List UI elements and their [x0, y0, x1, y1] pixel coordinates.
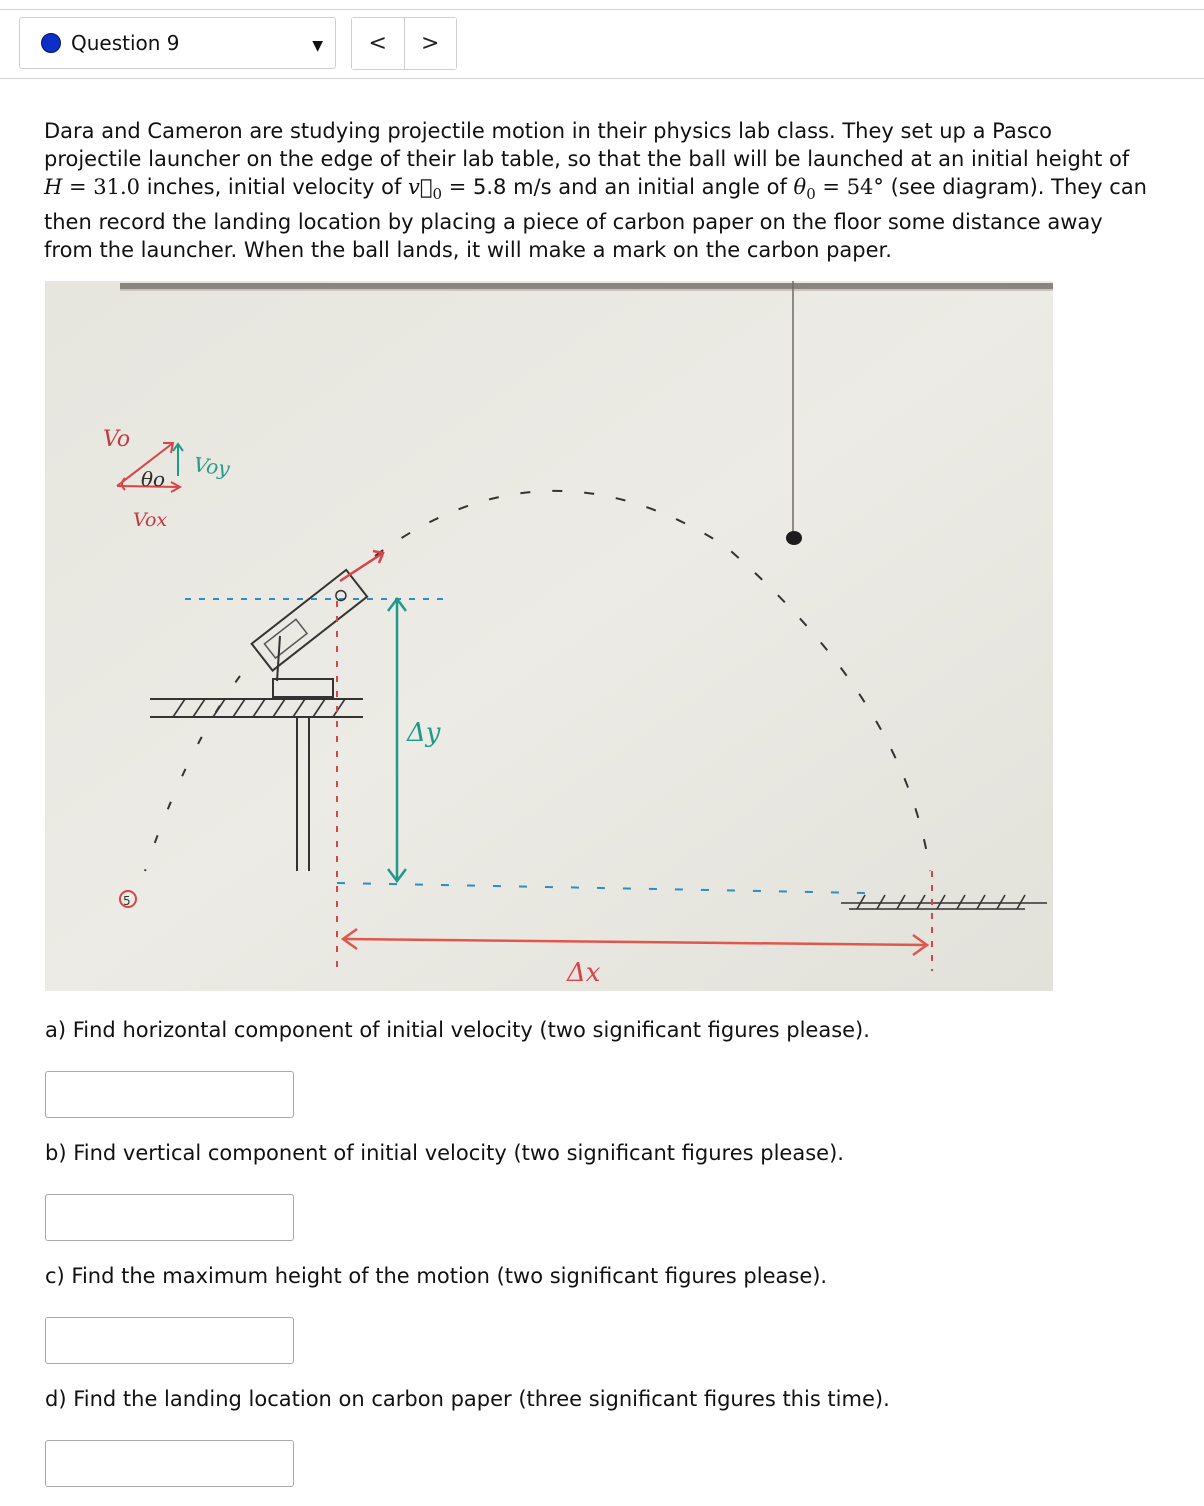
whiteboard-diagram	[45, 281, 1053, 991]
pendulum-bob	[786, 531, 802, 545]
theta0-label: θo	[141, 467, 166, 491]
height-value: = 31.0	[62, 175, 141, 199]
velocity-symbol: v⃗	[408, 175, 433, 199]
angle-subscript: 0	[806, 185, 816, 204]
question-b: b) Find vertical component of initial velocity (two significant figures please).	[45, 1141, 844, 1165]
top-divider	[0, 9, 1204, 10]
height-symbol: H	[44, 175, 63, 199]
header-divider	[0, 78, 1204, 79]
ball-mark-label: 5	[123, 894, 131, 908]
projectile-diagram-svg	[45, 281, 1053, 991]
previous-question-button[interactable]: <	[352, 18, 405, 69]
question-a: a) Find horizontal component of initial velocity (two significant figures please).	[45, 1018, 870, 1042]
question-label: Question 9	[71, 31, 180, 55]
problem-text-2: inches, initial velocity of	[140, 175, 409, 199]
problem-text-1: Dara and Cameron are studying projectile motion in their physics lab class. They set up a Pasco projectile launcher on the edge of their lab table, so that the ball will be launched at an initial height of	[44, 119, 1130, 171]
next-question-button[interactable]: >	[405, 18, 457, 69]
question-status-dot	[41, 33, 61, 53]
angle-value: = 54°	[815, 175, 884, 199]
angle-symbol: θ	[793, 175, 807, 199]
voy-label: Voy	[192, 452, 232, 481]
v0-label: Vo	[103, 427, 131, 452]
answer-d-input[interactable]	[45, 1440, 294, 1487]
question-nav	[351, 17, 457, 70]
question-selector[interactable]	[19, 17, 336, 69]
velocity-subscript: 0	[432, 185, 443, 204]
velocity-equals: =	[442, 175, 473, 199]
whiteboard-tray	[120, 283, 1053, 289]
answer-b-input[interactable]	[45, 1194, 294, 1241]
question-d: d) Find the landing location on carbon paper (three significant figures this time).	[45, 1387, 890, 1411]
answer-c-input[interactable]	[45, 1317, 294, 1364]
delta-y-label: Δy	[407, 718, 441, 748]
velocity-value: 5.8 m/s	[473, 175, 552, 199]
problem-text-3: and an initial angle of	[551, 175, 794, 199]
dropdown-caret-icon: ▼	[312, 38, 323, 54]
problem-text-4: (see diagram). They can then record the landing location by placing a piece of carbon paper on the floor some distance away from the launcher. When the ball lands, it will make a mark on the carbon paper.	[44, 175, 1147, 263]
problem-statement	[44, 117, 1154, 264]
vox-label: Vox	[133, 509, 168, 531]
delta-x-label: Δx	[567, 958, 601, 988]
answer-a-input[interactable]	[45, 1071, 294, 1118]
question-c: c) Find the maximum height of the motion (two significant figures please).	[45, 1264, 828, 1288]
